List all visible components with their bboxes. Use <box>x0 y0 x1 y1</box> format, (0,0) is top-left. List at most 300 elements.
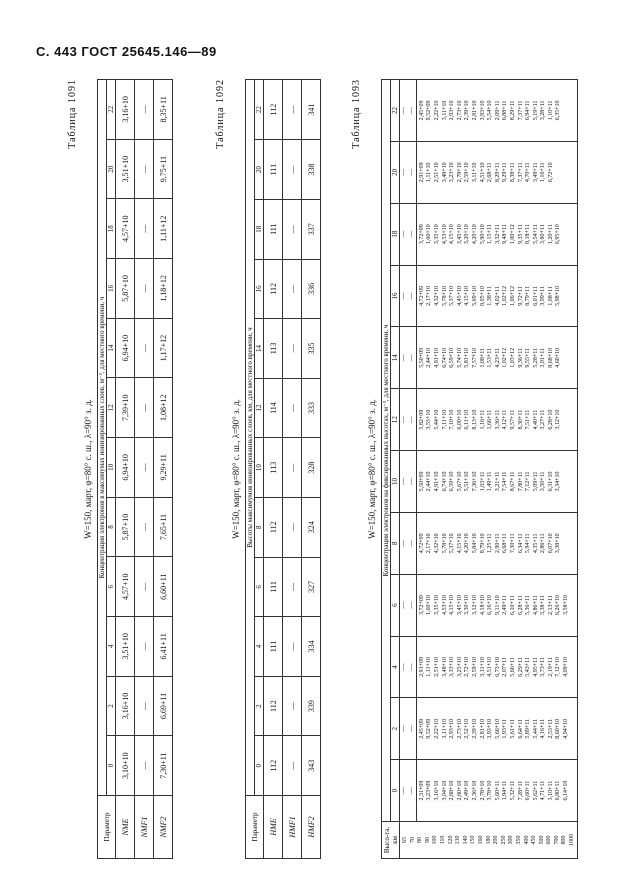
table-cell: — <box>135 259 154 319</box>
table-cell: 3,38+11 <box>540 595 547 615</box>
table-cell: 7,37+11 <box>517 100 524 121</box>
table-cell: 2,53+11 <box>547 718 554 739</box>
table-cell: 3,51+10 <box>116 617 135 677</box>
table-cell: 5,37+10 <box>449 286 456 306</box>
table-cell: 1,66+11 <box>487 409 494 430</box>
table-cell: 9,52+09 <box>426 100 433 121</box>
table-cell: 5,32+11 <box>509 780 516 801</box>
table-cell: 7,30+11 <box>509 533 516 554</box>
table-cell: 3,11+10 <box>479 657 486 677</box>
table-cell: 2,93+10 <box>449 100 456 121</box>
table-cell: 5,81+10 <box>464 347 471 368</box>
table-cell: 3,73+11 <box>540 657 547 677</box>
table-cell: 5,54+11 <box>532 224 539 244</box>
table-number-1091: Таблица 1091 <box>67 79 78 149</box>
hour-header: 20 <box>255 140 264 200</box>
table-cell: 2,36+10 <box>471 780 478 801</box>
table-cell: 1,38+11 <box>487 286 494 306</box>
table-cell: 6,74+10 <box>441 347 448 368</box>
table-cell: 1,15+11 <box>487 224 494 244</box>
table-cell: 6,73+10 <box>494 656 501 677</box>
value-column <box>416 636 577 698</box>
table-cell: 4,35+11 <box>532 533 539 554</box>
table-cell: 7,51+11 <box>525 409 532 430</box>
table-cell: — <box>135 676 154 736</box>
table-cell: 5,36+11 <box>525 595 532 615</box>
table-subheader: Высоты максимумов ионизированных слоев, км, для местного времени, ч <box>246 80 255 796</box>
table-cell: — <box>283 199 302 259</box>
table-cell: 7,10+10 <box>449 409 456 430</box>
dash-cell: — — <box>400 451 417 513</box>
hour-header: 14 <box>391 327 400 389</box>
table-cell: 1,16+11 <box>479 409 486 430</box>
height-value: 90 <box>424 837 431 843</box>
table-cell: 3,38+10 <box>555 533 562 554</box>
table-cell: 2,90+11 <box>494 533 501 554</box>
table-cell: 2,81+10 <box>471 100 478 121</box>
table-cell: 5,37+10 <box>449 533 456 554</box>
height-value: 400 <box>523 835 530 845</box>
table-cell: 6,59+10 <box>449 471 456 492</box>
table-cell: 6,72+10 <box>547 162 554 183</box>
table-cell: 5,84+10 <box>471 533 478 554</box>
table-cell: 2,45+09 <box>418 718 425 739</box>
height-value: 300 <box>508 835 515 845</box>
height-value: 80 <box>417 837 424 843</box>
table-cell: — <box>283 736 302 796</box>
table-cell: — <box>135 497 154 557</box>
table-cell: 5,60+11 <box>494 780 501 801</box>
table-cell: 4,70+11 <box>525 162 532 183</box>
table-1093 <box>381 79 578 859</box>
table-cell: 3,93+10 <box>479 100 486 121</box>
param-name: HME <box>264 796 283 859</box>
table-cell: 6,41+11 <box>154 617 173 677</box>
table-cell: 1,25+11 <box>487 533 494 554</box>
table-cell: 2,17+10 <box>426 533 433 554</box>
table-cell: 7,54+11 <box>502 471 509 492</box>
table-cell: 7,57+10 <box>471 347 478 368</box>
table-cell: 1,10+11 <box>547 100 554 121</box>
height-value: 450 <box>531 835 538 845</box>
value-column <box>416 265 577 327</box>
table-cell: — <box>283 438 302 498</box>
table-cell: 2,44+10 <box>426 347 433 368</box>
table-cell: 2,45+09 <box>418 100 425 121</box>
height-value: 110 <box>439 835 446 845</box>
height-header: Высо-та, км <box>382 822 400 859</box>
table-cell: 7,37+11 <box>517 162 524 183</box>
table-cell: 5,28+11 <box>532 347 539 368</box>
table-cell: 2,59+10 <box>471 656 478 677</box>
table-cell: 4,09+10 <box>563 656 570 677</box>
table-cell: 7,11+10 <box>441 409 448 430</box>
hour-header: 14 <box>107 318 116 378</box>
table-cell: 3,45+10 <box>456 595 463 616</box>
table-cell: 9,72+11 <box>517 286 524 306</box>
table-cell: 5,98+10 <box>555 286 562 306</box>
table-cell: 6,68+11 <box>502 533 509 554</box>
table-cell: 4,51+10 <box>479 162 486 183</box>
table-cell: 3,21+11 <box>494 471 501 492</box>
table-cell: 3,11+10 <box>441 100 448 121</box>
table-cell: 3,25+10 <box>456 656 463 677</box>
table-cell: 1,53+11 <box>487 347 494 368</box>
hour-header: 2 <box>391 698 400 760</box>
height-value: 350 <box>515 835 522 845</box>
hour-header: 16 <box>107 259 116 319</box>
table-cell: 2,44+10 <box>426 471 433 492</box>
table-cell: 6,94+11 <box>525 100 532 121</box>
table-cell: 1,49+11 <box>487 471 494 492</box>
table-cell: 3,55+10 <box>426 409 433 430</box>
table-cell: 3,35+10 <box>433 224 440 245</box>
value-column <box>416 327 577 389</box>
table-cell: 1,03+11 <box>479 471 486 492</box>
table-cell: 3,12+10 <box>471 595 478 616</box>
table-cell: 4,57+10 <box>116 557 135 617</box>
table-cell: — <box>135 736 154 796</box>
table-cell: 333 <box>302 378 321 438</box>
hour-header: 16 <box>255 259 264 319</box>
table-cell: 6,60+11 <box>154 557 173 617</box>
table-cell: 9,75+11 <box>154 139 173 199</box>
table-cell: 3,16+10 <box>116 676 135 736</box>
table-cell: 4,71+11 <box>540 780 547 801</box>
table-cell: 9,35+11 <box>517 224 524 244</box>
param-name: HMF1 <box>283 796 302 859</box>
table-cell: 111 <box>264 140 283 200</box>
table-cell: 2,49+11 <box>502 595 509 615</box>
table-cell: — <box>283 676 302 736</box>
dash-cell: — — <box>400 760 417 822</box>
table-cell: 7,12+11 <box>525 471 532 492</box>
table-cell: 338 <box>302 140 321 200</box>
table-cell: 9,52+09 <box>426 718 433 739</box>
table-cell: 8,79+11 <box>525 286 532 306</box>
hour-header: 10 <box>255 438 264 498</box>
table-cell: 1,11+10 <box>426 657 433 677</box>
hour-header: 22 <box>391 80 400 142</box>
table-cell: 4,40+11 <box>532 409 539 430</box>
table-cell: 5,54+10 <box>487 100 494 121</box>
table-cell: 3,72+09 <box>418 224 425 245</box>
table-cell: 2,52+10 <box>464 718 471 739</box>
table-row <box>135 80 154 859</box>
table-cell: 6,95+10 <box>555 224 562 245</box>
table-cell: 4,20+10 <box>471 224 478 245</box>
table-cell: 2,86+11 <box>540 533 547 554</box>
value-column <box>416 512 577 574</box>
table-cell: 3,04+10 <box>441 780 448 801</box>
table-cell: 111 <box>264 557 283 617</box>
table-cell: 4,51+10 <box>487 656 494 677</box>
table-cell: 2,78+10 <box>456 162 463 183</box>
height-value: 700 <box>553 835 560 845</box>
table-cell: 5,94+11 <box>525 533 532 554</box>
table-cell: 5,44+11 <box>532 718 539 739</box>
table-cell: 4,94+10 <box>563 718 570 739</box>
table-number-1092: Таблица 1092 <box>215 79 226 149</box>
table-cell: 9,36+11 <box>517 347 524 368</box>
table-cell: 6,88+11 <box>502 100 509 121</box>
dash-cell: — — <box>400 327 417 389</box>
table-cell: 1,08+12 <box>154 378 173 438</box>
table-cell: 1,20+11 <box>547 224 554 244</box>
table-cell: 2,51+10 <box>433 162 440 183</box>
hour-header: 8 <box>255 497 264 557</box>
table-cell: 7,65+11 <box>154 497 173 557</box>
table-cell: — <box>135 378 154 438</box>
table-subheader: Концентрация электронов на фиксированных высотах, м⁻³, для местного времени, ч <box>382 80 391 822</box>
table-cell: 8,05+10 <box>479 286 486 306</box>
table-cell: 4,60+10 <box>555 347 562 368</box>
table-cell: 4,86+11 <box>532 595 539 615</box>
table-cell: 9,48+11 <box>502 224 509 244</box>
table-cell: 6,74+10 <box>441 471 448 492</box>
table-cell: 1,16+11 <box>540 162 547 183</box>
table-cell: 112 <box>264 259 283 319</box>
dash-cell: — — <box>400 698 417 760</box>
height-value: 1000 <box>569 834 576 846</box>
dash-cell: — — <box>400 80 417 142</box>
table-cell: 4,15+10 <box>449 595 456 616</box>
value-column <box>416 389 577 451</box>
table-cell: 2,81+10 <box>479 718 486 739</box>
param-name: HMF2 <box>302 796 321 859</box>
table-cell: 4,91+10 <box>433 471 440 492</box>
table-cell: 3,10+10 <box>116 736 135 796</box>
table-cell: 5,09+11 <box>532 471 539 492</box>
table-cell: 2,91+09 <box>418 162 425 183</box>
hour-header: 6 <box>255 557 264 617</box>
table-cell: — <box>135 199 154 259</box>
table-cell: 3,16+10 <box>116 80 135 140</box>
table-cell: 5,44+10 <box>433 409 440 430</box>
table-cell: 7,39+10 <box>116 378 135 438</box>
table-cell: 6,31+10 <box>547 471 554 492</box>
table-cell: 7,28+11 <box>517 780 524 801</box>
table-cell: 2,73+10 <box>456 718 463 739</box>
table-cell: 6,26+10 <box>555 595 562 616</box>
table-cell: 2,09+11 <box>494 100 501 121</box>
table-cell: 4,18+10 <box>479 595 486 616</box>
table-cell: 2,22+10 <box>433 100 440 121</box>
hour-header: 8 <box>391 512 400 574</box>
table-cell: 2,91+09 <box>418 656 425 677</box>
table-cell: 3,93+10 <box>487 718 494 739</box>
table-cell: 1,06+12 <box>509 286 516 306</box>
hour-header: 0 <box>107 736 116 796</box>
table-cell: 4,32+10 <box>433 533 440 554</box>
value-column <box>416 451 577 513</box>
table-cell: 8,30+11 <box>517 409 524 430</box>
table-cell: 4,15+10 <box>449 224 456 245</box>
table-cell: 5,67+10 <box>456 471 463 492</box>
table-cell: 2,39+10 <box>471 718 478 739</box>
table-cell: 6,94+10 <box>116 438 135 498</box>
hour-header: 22 <box>107 80 116 140</box>
hour-header: 18 <box>107 199 116 259</box>
table-cell: 4,95+11 <box>532 657 539 677</box>
table-cell: 1,11+12 <box>154 199 173 259</box>
table-cell: 2,31+09 <box>418 780 425 801</box>
table-cell: 4,15+10 <box>456 533 463 554</box>
dash-cell: — — <box>400 389 417 451</box>
dash-cell: — — <box>400 265 417 327</box>
param-name: NME <box>116 796 135 859</box>
table-caption-1091: W=150, март, φ=80° с. ш., λ=90° з. д. <box>83 399 93 539</box>
table-row <box>283 80 302 859</box>
table-number-1093: Таблица 1093 <box>351 79 362 149</box>
hour-header: 12 <box>107 378 116 438</box>
table-caption-1093: W=150, март, φ=80° с. ш., λ=90° з. д. <box>367 399 377 539</box>
table-row <box>154 80 173 859</box>
table-cell: 3,78+10 <box>487 780 494 801</box>
table-cell: 3,48+10 <box>441 656 448 677</box>
height-value: 600 <box>546 835 553 845</box>
table-cell: 8,68+10 <box>547 347 554 368</box>
table-cell: 5,50+09 <box>418 471 425 492</box>
value-column <box>416 760 577 822</box>
table-cell: 324 <box>302 497 321 557</box>
value-column <box>416 141 577 203</box>
table-cell: 2,17+10 <box>426 286 433 306</box>
table-cell: 9,11+10 <box>494 595 501 615</box>
table-cell: 5,19+11 <box>532 100 539 121</box>
table-cell: — <box>283 140 302 200</box>
table-cell: 3,80+11 <box>540 224 547 244</box>
table-cell: 1,02+12 <box>502 286 509 306</box>
table-cell: 1,11+10 <box>426 162 433 183</box>
table-cell: 3,32+11 <box>494 224 501 244</box>
table-cell: 6,60+11 <box>525 780 532 801</box>
table-cell: 4,45+10 <box>456 286 463 306</box>
table-cell: 5,62+11 <box>532 780 539 801</box>
table-cell: 5,78+10 <box>441 286 448 306</box>
param-name: NMF1 <box>135 796 154 859</box>
hour-header: 0 <box>255 736 264 796</box>
table-cell: 2,88+10 <box>449 780 456 801</box>
table-cell: 6,80+11 <box>555 780 562 801</box>
table-cell: 8,67+11 <box>509 471 516 492</box>
hour-header: 8 <box>107 497 116 557</box>
table-cell: 1,94+11 <box>502 780 509 801</box>
table-cell: 5,87+10 <box>116 497 135 557</box>
table-cell: 5,89+11 <box>525 718 532 739</box>
height-value: 130 <box>455 835 462 845</box>
table-cell: 5,87+10 <box>116 259 135 319</box>
table-cell: 3,72+09 <box>418 595 425 616</box>
table-cell: 2,80+10 <box>456 780 463 801</box>
table-cell: 6,07+10 <box>547 533 554 554</box>
table-cell: 6,69+11 <box>154 676 173 736</box>
table-cell: 3,11+10 <box>441 718 448 739</box>
dash-cell: — — <box>400 141 417 203</box>
hour-header: 2 <box>255 676 264 736</box>
dash-cell: — — <box>400 636 417 698</box>
table-cell: 7,36+10 <box>471 471 478 492</box>
table-cell: 6,16+10 <box>487 595 494 616</box>
table-cell: 8,60+10 <box>555 718 562 739</box>
table-cell: 4,91+10 <box>433 347 440 368</box>
table-cell: 3,10+11 <box>547 780 554 801</box>
table-subheader: Концентрация электронов в максимумах ионизированных слоев, м⁻³, для местного времени, ч <box>98 80 107 796</box>
page-header: С. 443 ГОСТ 25645.146—89 <box>36 44 217 59</box>
table-cell: 2,39+10 <box>464 100 471 121</box>
table-cell: — <box>135 438 154 498</box>
table-cell: 1,03+12 <box>509 347 516 368</box>
table-cell: 1,17+12 <box>154 318 173 378</box>
hour-header: 10 <box>391 451 400 513</box>
table-cell: 2,72+10 <box>464 656 471 677</box>
table-cell: 8,13+10 <box>471 409 478 430</box>
table-cell: 3,23+10 <box>449 162 456 183</box>
table-cell: 2,73+10 <box>456 100 463 121</box>
hour-header: 4 <box>255 617 264 677</box>
table-cell: 2,49+10 <box>464 780 471 801</box>
table-cell: 3,34+10 <box>555 471 562 492</box>
table-cell: 3,35+10 <box>433 595 440 616</box>
table-cell: — <box>283 259 302 319</box>
hour-header: 6 <box>107 557 116 617</box>
table-cell: 3,48+10 <box>441 162 448 183</box>
table-cell: — <box>283 497 302 557</box>
table-cell: 9,29+11 <box>154 438 173 498</box>
height-value: 200 <box>493 835 500 845</box>
table-cell: 3,11+10 <box>471 162 478 183</box>
hour-header: 18 <box>391 203 400 265</box>
table-cell: 328 <box>302 438 321 498</box>
table-cell: 3,36+11 <box>494 409 501 430</box>
table-cell: 3,20+10 <box>464 224 471 245</box>
table-cell: 2,59+10 <box>464 162 471 183</box>
table-cell: 339 <box>302 676 321 736</box>
table-cell: 5,50+09 <box>418 347 425 368</box>
table-cell: 8,35+11 <box>154 80 173 140</box>
height-value: 800 <box>561 835 568 845</box>
param-name: NMF2 <box>154 796 173 859</box>
table-cell: 341 <box>302 80 321 140</box>
table-cell: 5,69+10 <box>471 286 478 306</box>
hour-header: 20 <box>391 141 400 203</box>
table-cell: 6,59+10 <box>449 347 456 368</box>
table-cell: 4,23+11 <box>494 347 501 368</box>
rotated-tables <box>65 79 625 859</box>
table-cell: 112 <box>264 497 283 557</box>
table-cell: — <box>135 318 154 378</box>
table-row <box>302 80 321 859</box>
table-cell: 2,19+11 <box>547 657 554 677</box>
table-cell: 3,33+10 <box>449 656 456 677</box>
hour-header: 12 <box>391 389 400 451</box>
table-cell: — <box>135 139 154 199</box>
table-cell: 7,30+11 <box>154 736 173 796</box>
table-cell: 336 <box>302 259 321 319</box>
table-cell: 6,11+10 <box>464 409 471 430</box>
table-cell: 2,07+11 <box>502 657 509 677</box>
table-cell: 5,61+11 <box>509 718 516 739</box>
dash-cell: — — <box>400 512 417 574</box>
hour-header: 16 <box>391 265 400 327</box>
dash-cell: — — <box>400 574 417 636</box>
hour-header: 12 <box>255 378 264 438</box>
table-cell: 4,57+10 <box>116 199 135 259</box>
table-cell: 3,51+10 <box>116 139 135 199</box>
table-cell: 2,51+10 <box>433 656 440 677</box>
table-cell: 1,18+12 <box>154 259 173 319</box>
table-row <box>116 80 135 859</box>
